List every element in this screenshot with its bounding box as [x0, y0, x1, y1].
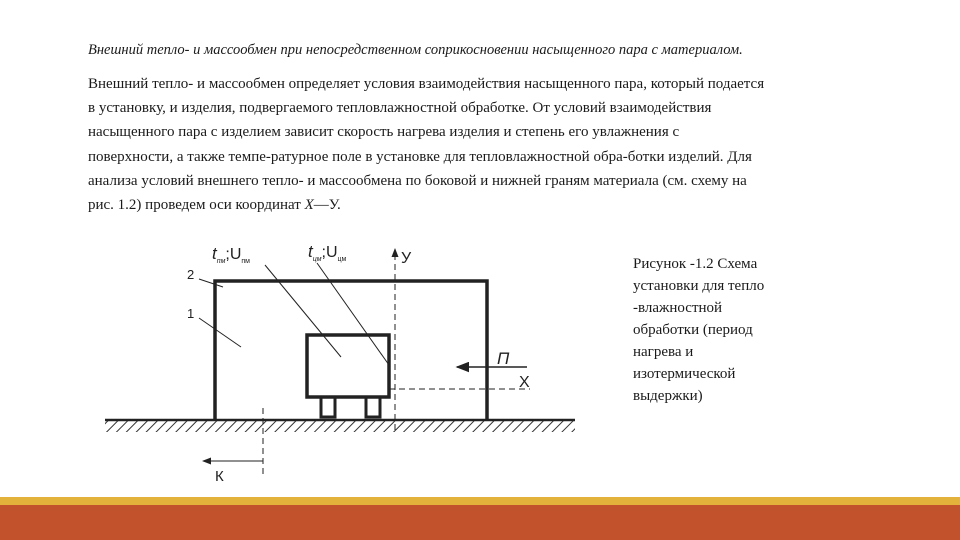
caption-line: изотермической — [633, 366, 736, 382]
leader-line-t-cm — [317, 263, 389, 365]
paragraph-line: в установку, и изделия, подвергаемого тепловлажностной обработке. От условий взаимодействия — [88, 100, 712, 117]
label-t-cm: $t_{цм};U_{цм}$ — [308, 242, 347, 263]
caption-line: выдержки) — [633, 388, 703, 404]
paragraph-line: анализа условий внешнего тепло- и массообмена по боковой и нижней граням материала (см. схему на — [88, 172, 747, 189]
footer-bar — [0, 505, 960, 540]
axis-x-variable: X — [304, 197, 314, 214]
caption-line: установки для тепло — [633, 278, 765, 294]
figure-caption — [633, 253, 813, 407]
paragraph-line: поверхности, а также темпе-ратурное поле в установке для тепловлажностной обра-ботки изделий. Для — [88, 148, 752, 165]
label-axis-y: У — [401, 250, 412, 267]
caption-line: обработки (период — [633, 322, 753, 338]
label-p: П — [497, 349, 510, 368]
slide-title: Внешний тепло- и массообмен при непосредственном соприкосновении насыщенного пара с материалом. — [88, 42, 743, 58]
paragraph-last-line-suffix: —У. — [313, 197, 341, 214]
leader-line-1 — [199, 318, 241, 347]
installation-diagram — [95, 235, 595, 490]
paragraph-last-line-prefix: рис. 1.2) проведем оси координат — [88, 197, 305, 214]
label-k: К — [215, 468, 224, 485]
paragraph-line: насыщенного пара с изделием зависит скорость нагрева изделия и степень его увлажнения с — [88, 124, 680, 141]
product-block — [307, 335, 389, 397]
label-axis-x: Х — [519, 374, 530, 391]
product-support-right — [366, 397, 380, 417]
label-2: 2 — [187, 267, 195, 282]
caption-line: -влажностной — [633, 300, 723, 316]
leader-line-t-pm — [265, 265, 341, 357]
product-support-left — [321, 397, 335, 417]
footer-accent-bar — [0, 497, 960, 505]
label-1: 1 — [187, 306, 195, 321]
caption-line: Рисунок -1.2 Схема — [633, 256, 758, 272]
paragraph-last-line — [88, 193, 918, 217]
paragraph-line: Внешний тепло- и массообмен определяет условия взаимодействия насыщенного пара, который подается — [88, 76, 765, 92]
body-paragraph — [88, 72, 918, 217]
ground-hatch — [105, 420, 575, 432]
chamber-outline — [215, 281, 487, 420]
caption-line: нагрева и — [633, 344, 694, 360]
label-t-pm: $t_{пм};U_{пм}$ — [212, 244, 250, 265]
